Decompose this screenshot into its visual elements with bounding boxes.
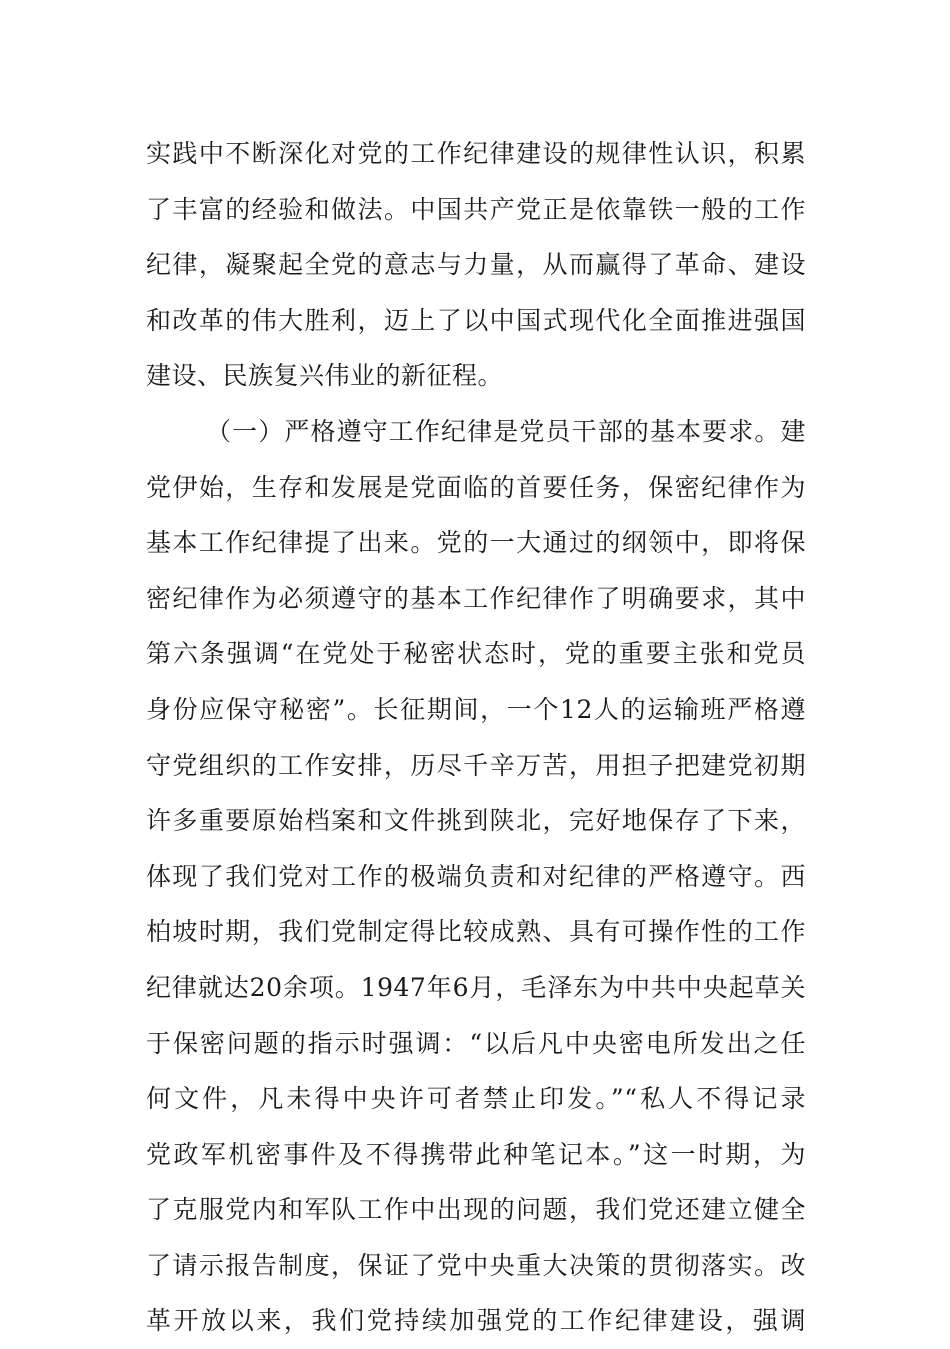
text-line: 了请示报告制度，保证了党中央重大决策的贯彻落实。改 — [146, 1250, 806, 1280]
text-line: 于保密问题的指示时强调：“以后凡中央密电所发出之任 — [146, 1028, 806, 1058]
text-line: 许多重要原始档案和文件挑到陕北，完好地保存了下来， — [146, 806, 806, 836]
text-line: 纪律，凝聚起全党的意志与力量，从而赢得了革命、建设 — [146, 250, 806, 280]
text-line: 纪律就达20余项。1947年6月，毛泽东为中共中央起草关 — [146, 972, 806, 1002]
text-line: 了丰富的经验和做法。中国共产党正是依靠铁一般的工作 — [146, 194, 806, 224]
text-line: 体现了我们党对工作的极端负责和对纪律的严格遵守。西 — [146, 861, 806, 891]
text-line: 柏坡时期，我们党制定得比较成熟、具有可操作性的工作 — [146, 917, 806, 947]
text-line: 密纪律作为必须遵守的基本工作纪律作了明确要求，其中 — [146, 583, 806, 613]
text-line: 和改革的伟大胜利，迈上了以中国式现代化全面推进强国 — [146, 305, 806, 335]
text-line: 何文件，凡未得中央许可者禁止印发。”“私人不得记录 — [146, 1084, 806, 1114]
text-line: 党政军机密事件及不得携带此种笔记本。”这一时期，为 — [146, 1139, 806, 1169]
text-line: 建设、民族复兴伟业的新征程。 — [146, 361, 504, 391]
text-line: 守党组织的工作安排，历尽千辛万苦，用担子把建党初期 — [146, 750, 806, 780]
text-line: 了克服党内和军队工作中出现的问题，我们党还建立健全 — [146, 1195, 806, 1225]
text-line: 身份应保守秘密”。长征期间，一个12人的运输班严格遵 — [146, 694, 806, 724]
text-line: 基本工作纪律提了出来。党的一大通过的纲领中，即将保 — [146, 528, 806, 558]
text-line: 第六条强调“在党处于秘密状态时，党的重要主张和党员 — [146, 639, 806, 669]
body-text — [146, 126, 806, 1349]
text-line: 革开放以来，我们党持续加强党的工作纪律建设，强调 — [146, 1306, 806, 1336]
text-line: 党伊始，生存和发展是党面临的首要任务，保密纪律作为 — [146, 472, 806, 502]
text-line: 实践中不断深化对党的工作纪律建设的规律性认识，积累 — [146, 139, 806, 168]
section-heading-line: （一）严格遵守工作纪律是党员干部的基本要求。建 — [206, 416, 806, 446]
